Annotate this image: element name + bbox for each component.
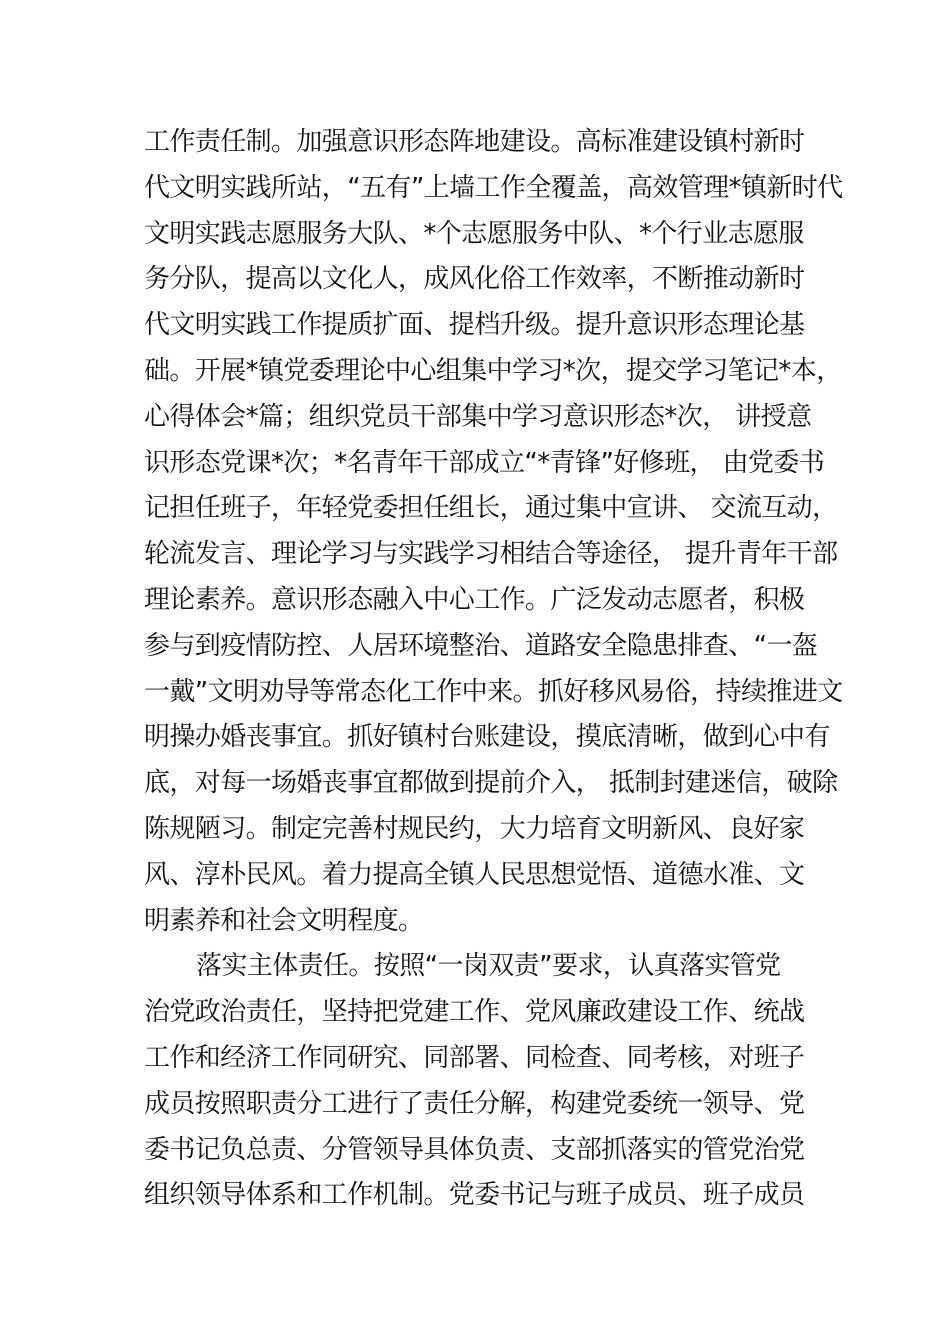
- text-line: 委书记负总责、分管领导具体负责、支部抓落实的管党治党: [144, 1134, 805, 1165]
- text-line: 一戴”文明劝导等常态化工作中来。抓好移风易俗，持续推进文: [144, 676, 843, 707]
- text-line: 轮流发言、理论学习与实践学习相结合等途径， 提升青年干部: [144, 539, 838, 570]
- text-line: 务分队，提高以文化人，成风化俗工作效率，不断推动新时: [144, 264, 805, 295]
- text-line: 文明实践志愿服务大队、*个志愿服务中队、*个行业志愿服: [144, 218, 804, 249]
- text-line: 础。开展*镇党委理论中心组集中学习*次，提交学习笔记*本，: [144, 355, 842, 386]
- text-line: 理论素养。意识形态融入中心工作。广泛发动志愿者，积极: [144, 584, 805, 615]
- text-line: 代文明实践工作提质扩面、提档升级。提升意识形态理论基: [144, 310, 805, 341]
- text-line: 心得体会*篇；组织党员干部集中学习意识形态*次， 讲授意: [144, 401, 812, 432]
- paragraph-first-line: 落实主体责任。按照“一岗双责”要求，认真落实管党: [196, 951, 781, 982]
- text-line: 治党政治责任，坚持把党建工作、党风廉政建设工作、统战: [144, 997, 805, 1028]
- text-line: 参与到疫情防控、人居环境整治、道路安全隐患排查、“一盔: [144, 630, 818, 661]
- text-line: 明操办婚丧事宜。抓好镇村台账建设，摸底清晰，做到心中有: [144, 722, 830, 753]
- text-line: 成员按照职责分工进行了责任分解，构建党委统一领导、党: [144, 1088, 805, 1119]
- body-text: [144, 120, 844, 1219]
- text-line: 工作和经济工作同研究、同部署、同检查、同考核，对班子: [144, 1042, 805, 1073]
- text-line: 工作责任制。加强意识形态阵地建设。高标准建设镇村新时: [144, 127, 805, 157]
- text-line: 识形态党课*次；*名青年干部成立“*青锋”好修班， 由党委书: [144, 447, 825, 478]
- text-line: 明素养和社会文明程度。: [144, 905, 424, 936]
- text-line: 陈规陋习。制定完善村规民约，大力培育文明新风、良好家: [144, 813, 805, 844]
- text-line: 底，对每一场婚丧事宜都做到提前介入， 抵制封建迷信，破除: [144, 768, 838, 799]
- text-line: 记担任班子，年轻党委担任组长，通过集中宣讲、 交流互动，: [144, 493, 838, 524]
- text-line: 组织领导体系和工作机制。党委书记与班子成员、班子成员: [144, 1180, 805, 1211]
- text-line: 代文明实践所站，“五有”上墙工作全覆盖，高效管理*镇新时代: [144, 172, 843, 203]
- text-line: 风、淳朴民风。着力提高全镇人民思想觉悟、道德水准、文: [144, 859, 805, 890]
